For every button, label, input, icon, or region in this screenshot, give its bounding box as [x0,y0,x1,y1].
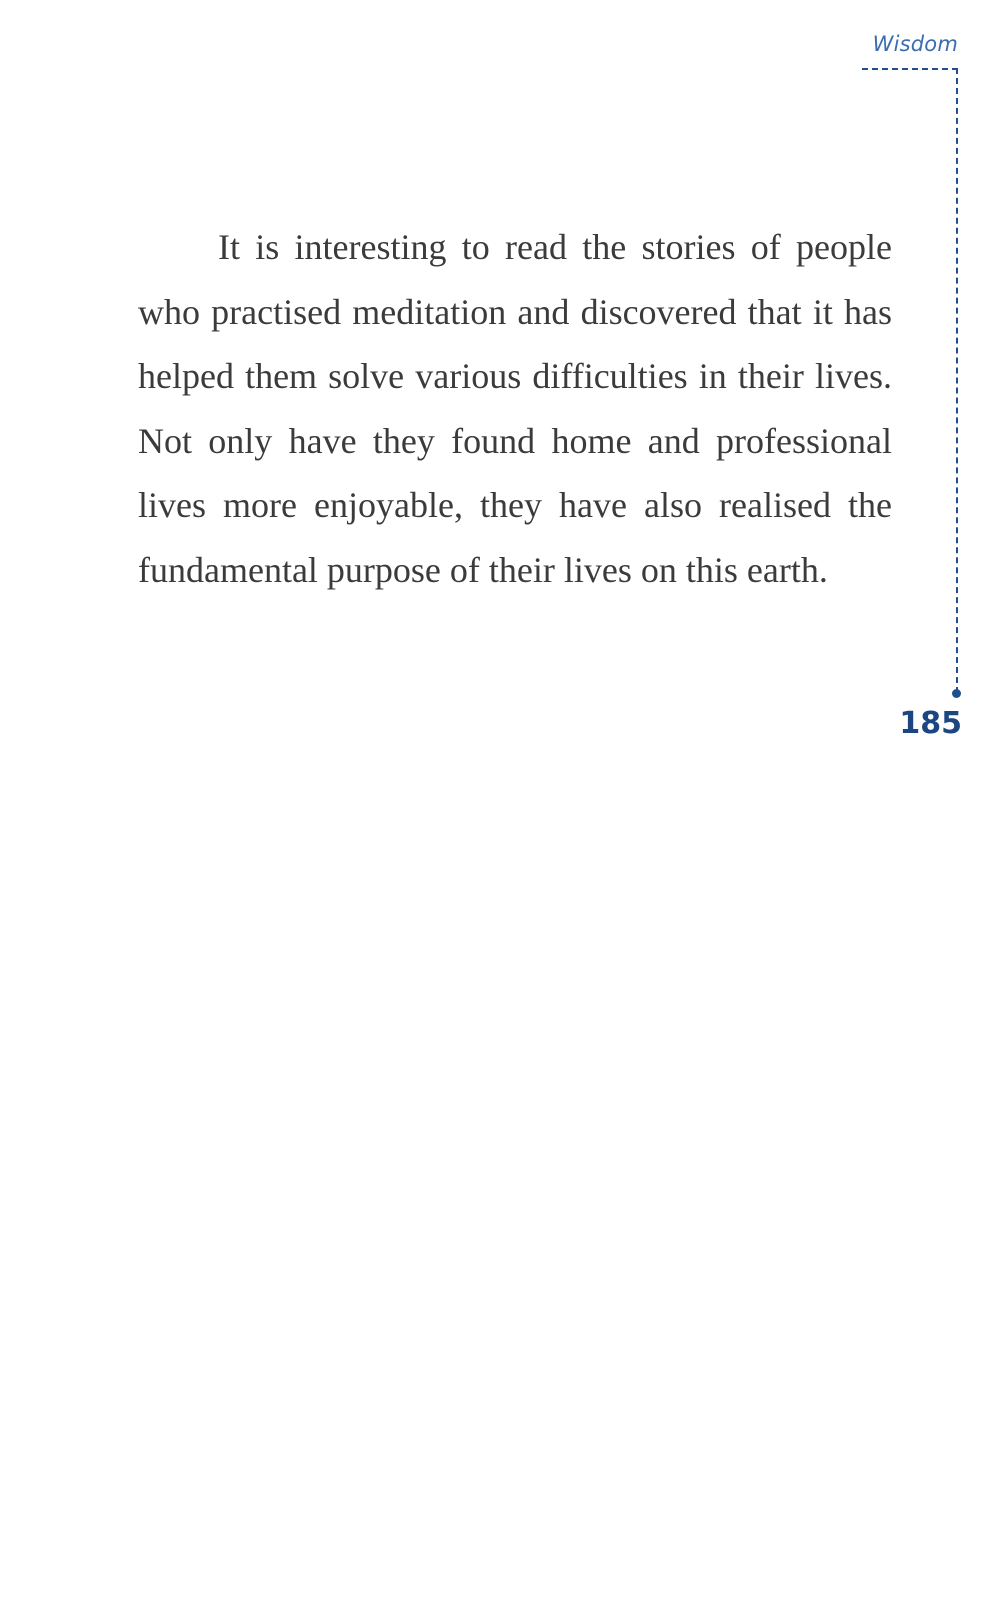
margin-dashed-rule [956,68,958,693]
rule-end-dot [952,689,961,698]
header-dashed-rule [862,68,958,70]
page-number: 185 [899,706,962,741]
running-header-section-title: Wisdom [872,32,958,56]
body-paragraph: It is interesting to read the stories of people who practised meditation and discovered that it has helped them solve various difficulties in their lives. Not only have they found home and professional lives more enjoyable, they have also realised the fundamental purpose of their lives on this earth. [138,227,892,590]
